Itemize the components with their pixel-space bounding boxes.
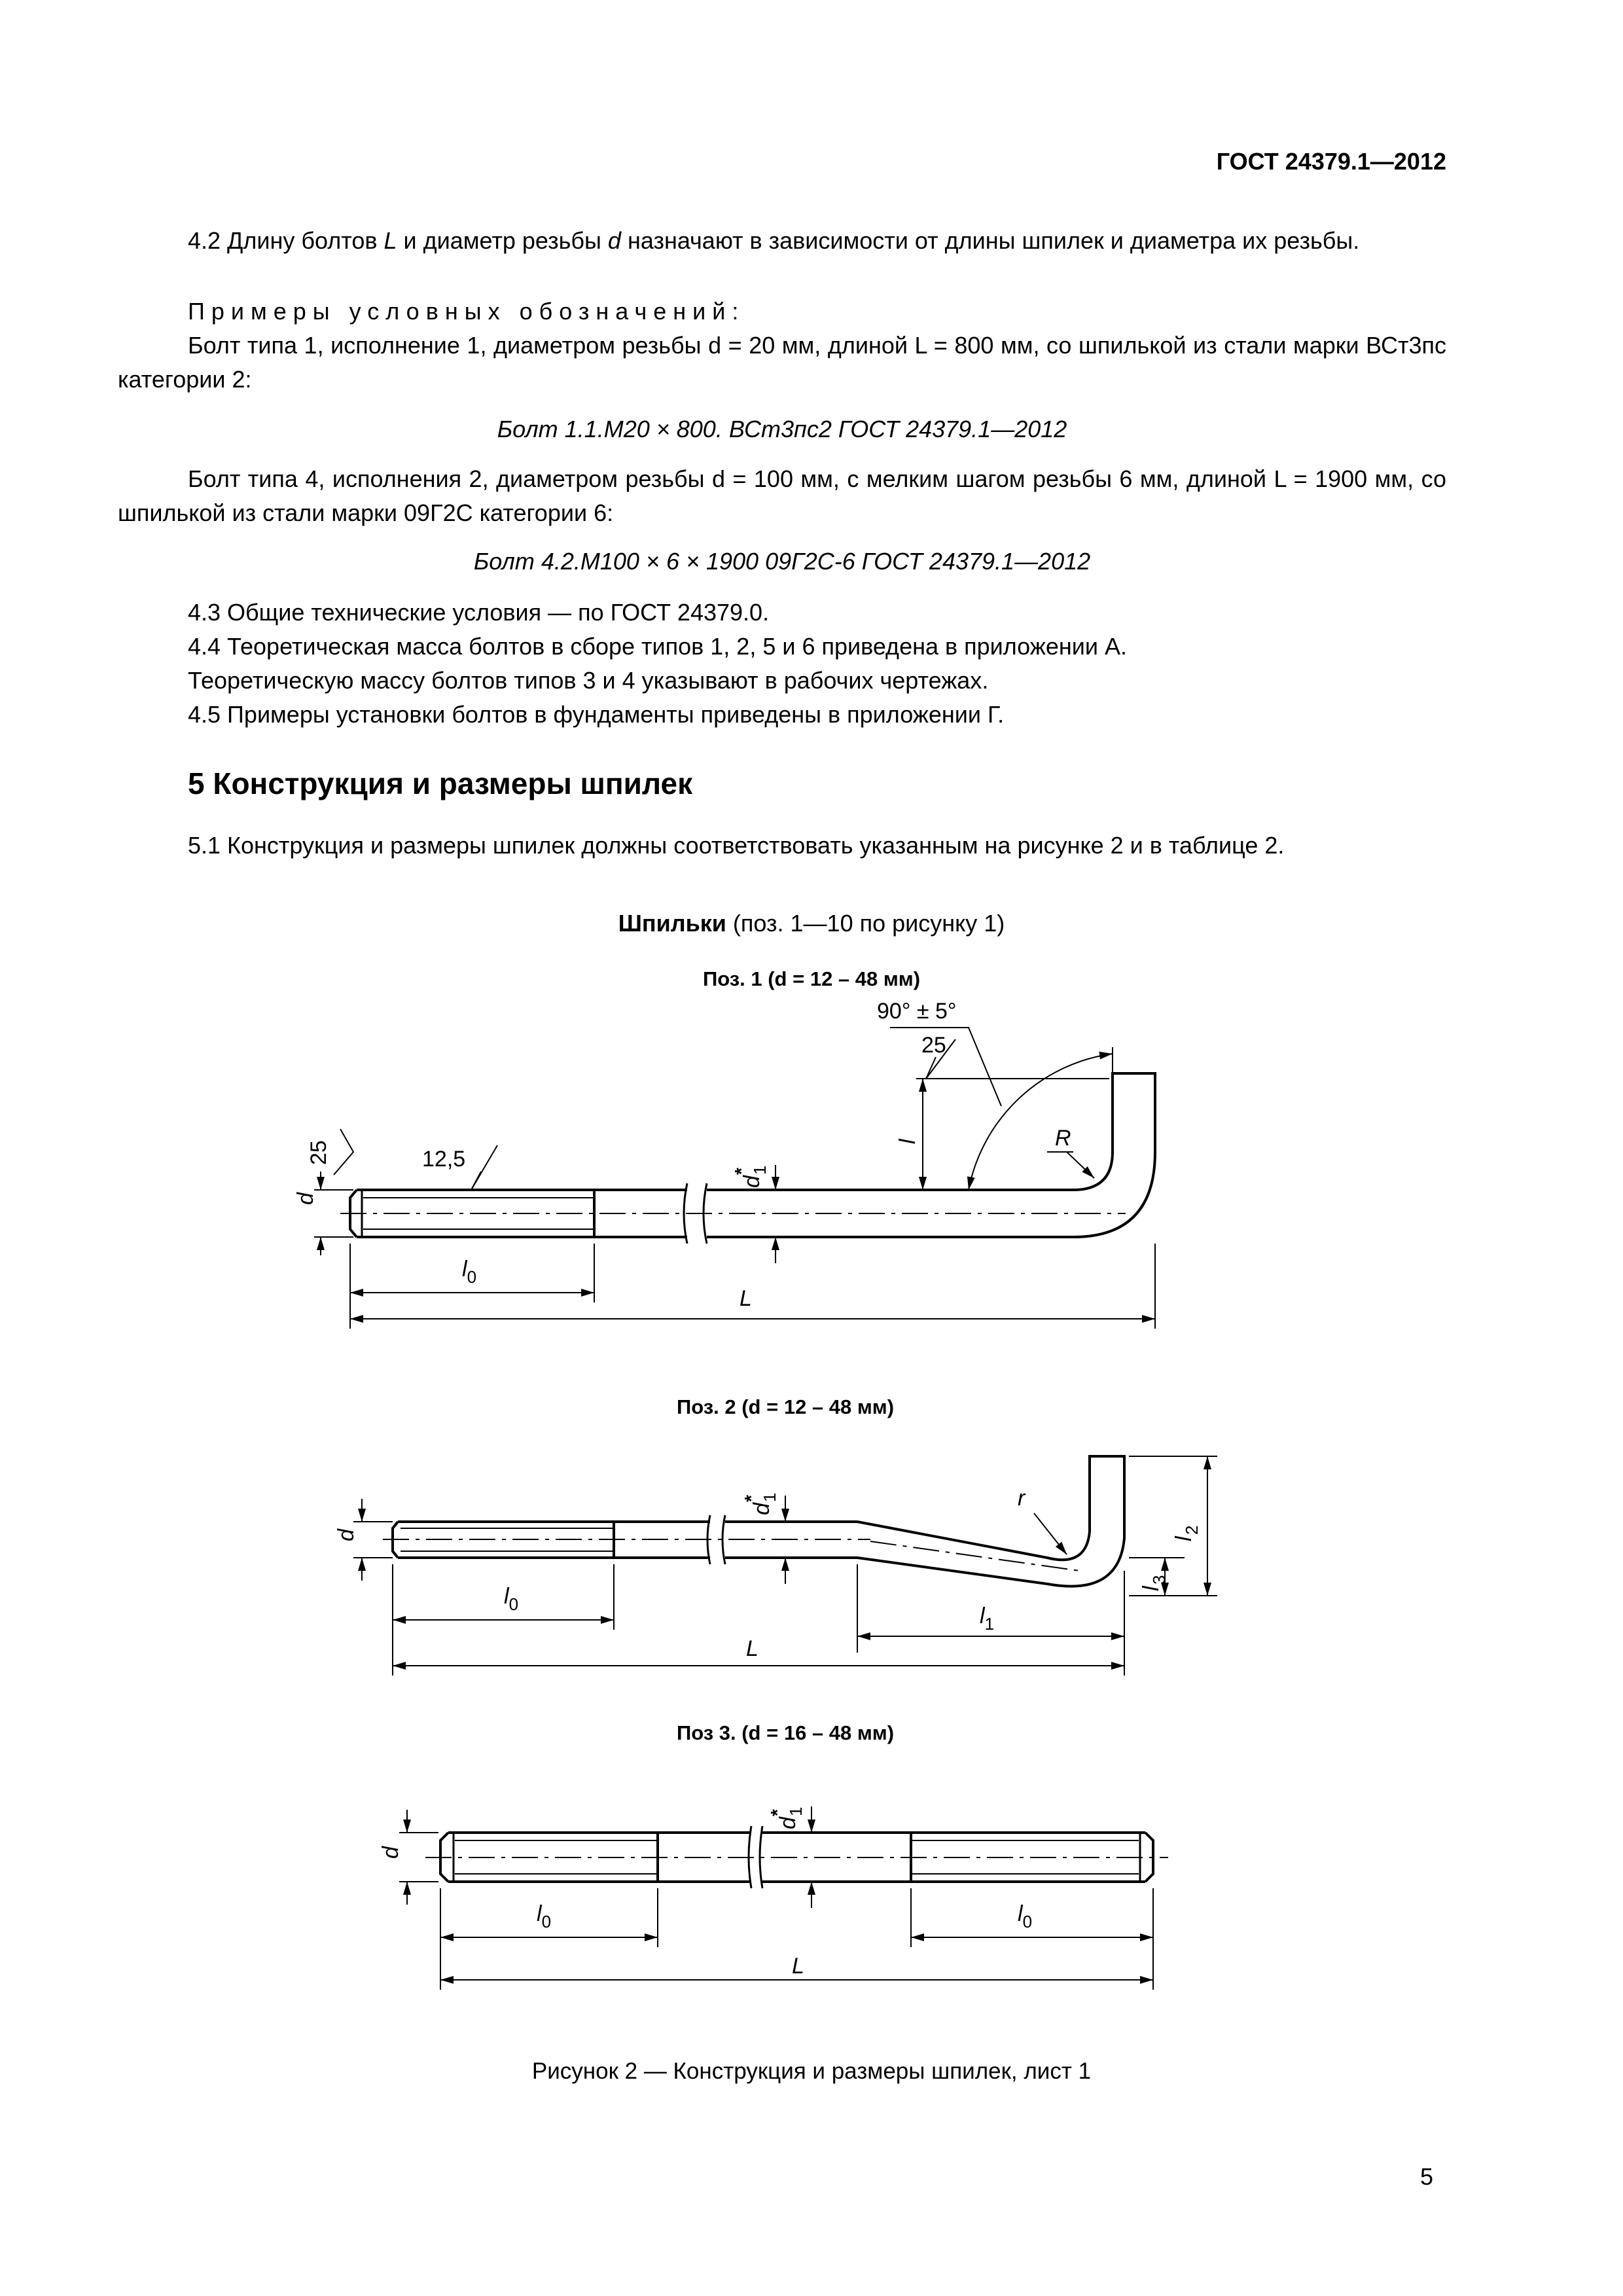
pos3-stud-drawing (425, 1826, 1168, 1888)
pos1-d1-star: * (731, 1168, 751, 1175)
pos2-l2-sub: 2 (1182, 1525, 1202, 1535)
pos1-roughness-25-bend: 25 (921, 1033, 946, 1058)
text-run: назначают в зависимости от длины шпилек и диаметра их резьбы. (620, 227, 1360, 254)
pos2-d1-label (741, 1493, 779, 1515)
pos1-dimensions (314, 1028, 1158, 1329)
pos3-d1-star: * (767, 1809, 787, 1816)
pos3-L-label: L (792, 1954, 804, 1979)
pos1-l0-sub: 0 (467, 1267, 477, 1287)
figure-caption: Рисунок 2 — Конструкция и размеры шпилек, лист 1 (531, 2058, 1092, 2084)
pos1-L-label: L (740, 1286, 752, 1311)
pos2-l2-label (1171, 1526, 1202, 1541)
text-run: 4.2 Длину болтов (188, 227, 384, 254)
pos3-d1-sub: 1 (786, 1806, 806, 1816)
pos1-l0-letter: l (462, 1257, 467, 1282)
paragraph-4-3: 4.3 Общие технические условия — по ГОСТ 24379.0. (188, 599, 770, 626)
pos2-stud-drawing (383, 1456, 1124, 1587)
pos2-l1-sub: 1 (984, 1614, 995, 1634)
pos3-l0-left-letter: l (537, 1901, 542, 1926)
pos3-d-label: d (378, 1846, 403, 1859)
pos2-l1-letter: l (980, 1604, 985, 1628)
pos2-l0-letter: l (504, 1584, 509, 1609)
pos2-d-label: d (334, 1529, 359, 1541)
pos1-d1-sub: 1 (750, 1165, 770, 1175)
example-2-designation: Болт 4.2.М100 × 6 × 1900 09Г2С-6 ГОСТ 24379.1—2012 (473, 548, 1091, 575)
example-1-text: Болт типа 1, исполнение 1, диаметром резьбы d = 20 мм, длиной L = 800 мм, со шпилькой из стали марки ВСт3пс категории 2: (118, 332, 1446, 393)
text-run: и диаметр резьбы (397, 227, 608, 254)
pos2-l3-letter: l (1139, 1586, 1164, 1591)
page-number: 5 (1419, 2163, 1433, 2190)
pos1-l-label: l (895, 1139, 920, 1144)
pos2-l0-sub: 0 (508, 1594, 519, 1614)
pos2-l3-sub: 3 (1149, 1575, 1169, 1585)
pos2-l2-letter: l (1171, 1536, 1196, 1541)
pos3-l0-right-label (1018, 1901, 1032, 1931)
pos1-d1-letter: d (740, 1175, 764, 1188)
paragraph-4-4-b: Теоретическую массу болтов типов 3 и 4 указывают в рабочих чертежах. (188, 667, 989, 694)
pos1-label: Поз. 1 (d = 12 – 48 мм) (702, 967, 921, 990)
figure-title-rest: (поз. 1—10 по рисунку 1) (732, 910, 1005, 937)
symbol-L: L (383, 227, 397, 254)
pos3-l0-right-sub: 0 (1022, 1912, 1033, 1931)
pos1-roughness-12-5: 12,5 (422, 1147, 466, 1172)
paragraph-4-4: 4.4 Теоретическая масса болтов в сборе типов 1, 2, 5 и 6 приведена в приложении А. (188, 633, 1127, 660)
pos2-L-label: L (746, 1636, 758, 1661)
pos3-l0-left-sub: 0 (541, 1912, 552, 1931)
pos2-d1-letter: d (749, 1503, 774, 1515)
pos1-l0-label (462, 1257, 476, 1287)
pos2-d1-sub: 1 (760, 1492, 779, 1502)
section-5-heading: 5 Конструкция и размеры шпилек (188, 766, 693, 800)
pos1-d-label: d (293, 1193, 318, 1205)
pos1-roughness-25-end: 25 (306, 1140, 331, 1165)
pos3-d1-label (767, 1807, 806, 1829)
pos2-l1-label (980, 1604, 994, 1634)
pos1-d1-label (731, 1166, 770, 1188)
pos3-l0-right-letter: l (1018, 1901, 1023, 1926)
symbol-d: d (607, 227, 621, 254)
paragraph-4-5: 4.5 Примеры установки болтов в фундаменты приведены в приложении Г. (188, 701, 1005, 728)
pos2-d1-star: * (741, 1495, 761, 1502)
pos3-label: Поз 3. (d = 16 – 48 мм) (676, 1721, 895, 1744)
pos2-label: Поз. 2 (d = 12 – 48 мм) (676, 1395, 895, 1418)
pos1-angle-label: 90° ± 5° (877, 999, 957, 1024)
document-header: ГОСТ 24379.1—2012 (1216, 148, 1446, 175)
figure-title-bold: Шпильки (618, 910, 726, 937)
paragraph-5-1: 5.1 Конструкция и размеры шпилек должны соответствовать указанным на рисунке 2 и в таблице 2. (188, 832, 1285, 859)
pos2-l0-label (504, 1584, 518, 1614)
examples-heading: Примеры условных обозначений: (188, 298, 745, 325)
example-2-text: Болт типа 4, исполнения 2, диаметром резьбы d = 100 мм, с мелким шагом резьбы 6 мм, длиной L = 1900 мм, со шпилькой из стали марки 09Г2С категории 6: (118, 465, 1446, 526)
example-1-designation: Болт 1.1.М20 × 800. ВСт3пс2 ГОСТ 24379.1—2012 (497, 416, 1067, 442)
pos3-l0-left-label (537, 1901, 551, 1931)
pos2-dimensions (353, 1456, 1217, 1676)
pos3-d1-letter: d (776, 1817, 800, 1829)
pos2-r-label: r (1018, 1486, 1026, 1511)
pos1-R-label: R (1055, 1126, 1071, 1151)
